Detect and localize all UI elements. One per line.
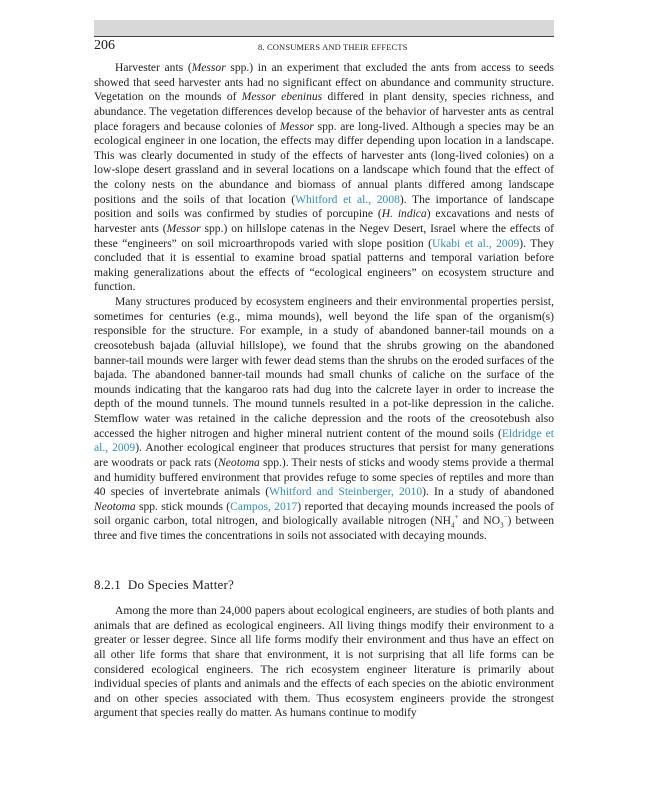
paragraph-species-matter: Among the more than 24,000 papers about ecological engineers, are studies of both plants and animals that are defined as ecological engineers. All living things modify their environment to a greater or lesser degree. Since all life forms modify their environment and thus have an effect on all other life forms that share that environment, it is not surprising that all life forms can be considered ecological engineers. The rich ecosystem engineer literature is primarily about individual species of plants and animals and the effects of each species on the abiotic environment and on other species associated with them. Thus ecosystem engineers provide the strongest argument that species really do matter. As humans continue to modify (94, 605, 554, 720)
citation-link[interactable]: Whitford et al., 2008 (295, 193, 400, 206)
section-number: 8.2.1 (94, 577, 121, 592)
main-body (94, 61, 554, 544)
citation-link[interactable]: Campos, 2017 (230, 500, 298, 513)
citation-link[interactable]: Whitford and Steinberger, 2010 (269, 486, 423, 499)
running-head: 8. CONSUMERS AND THEIR EFFECTS (258, 42, 408, 52)
section-title: Do Species Matter? (127, 577, 235, 592)
header-bar (94, 20, 554, 36)
citation-link[interactable]: Eldridge et al., 2009 (94, 427, 554, 455)
page-number: 206 (94, 38, 115, 53)
section-body (94, 604, 554, 721)
paragraph-engineer-structures: Many structures produced by ecosystem engineers and their environmental properties persist, sometimes for centuries (e.g., mima mounds), well beyond the life span of the organism(s) responsible for the structure. For example, in a study of abandoned banner-tail mounds on a creosotebush bajada (alluvial hillslope), we found that the shrubs growing on the abandoned banner-tail mounds were larger with fewer dead stems than the shrubs on the eroded surfaces of the bajada. The abandoned banner-tail mounds had small chunks of caliche on the surface of the mounds indicating that the kangaroo rats had dug into the calcrete layer in order to increase the depth of the mound tunnels. The mound tunnels resulted in a pot-like depression in the caliche. Stemflow water was retained in the caliche depression and the roots of the creosotebush also accessed the higher nitrogen and higher mineral nutrient content of the mound soils (Eldridge et al., 2009). Another ecological engineer that produces structures that persist for many generations are woodrats or pack rats (Neotoma spp.). Their nests of sticks and woody stems provide a thermal and humidity buffered environment that provides refuge to some species of reptiles and more than 40 species of invertebrate animals (Whitford and Steinberger, 2010). In a study of abandoned Neotoma spp. stick mounds (Campos, 2017) reported that decaying mounds increased the pools of soil organic carbon, total nitrogen, and biologically available nitrogen ($NH_4^+$ and $NO_3^-$) between three and five times the concentrations in soils not associated with decaying mounds. (94, 296, 555, 542)
citation-link[interactable]: Ukabi et al., 2009 (432, 237, 520, 250)
header-rule (94, 36, 554, 37)
section-heading (94, 576, 554, 594)
paragraph-harvester-ants: Harvester ants (Messor spp.) in an experiment that excluded the ants from access to seeds showed that seed harvester ants had no significant effect on abundance and community structure. Vegetation on the mounds of Messor ebeninus differed in plant density, species richness, and abundance. The vegetation differences develop because of the behavior of harvester ants as central place foragers and because colonies of Messor spp. are long-lived. Although a species may be an ecological engineer in one location, the effects may differ depending upon location in a landscape. This was clearly documented in study of the effects of harvester ants (long-lived colonies) on a low-slope desert grassland and in several locations on a landscape which found that the effect of the colony nests on the abundance and biomass of annual plants differed among landscape positions and the soils of that location (Whitford et al., 2008). The importance of landscape position and soils was confirmed by studies of porcupine (H. indica) excavations and nests of harvester ants (Messor spp.) on hillslope catenas in the Negev Desert, Israel where the effects of these “engineers” on soil microarthropods varied with slope position (Ukabi et al., 2009). They concluded that it is essential to examine broad spatial patterns and temporal variation before making generalizations about the effects of “ecological engineers” on ecosystem structure and function. (94, 62, 554, 294)
